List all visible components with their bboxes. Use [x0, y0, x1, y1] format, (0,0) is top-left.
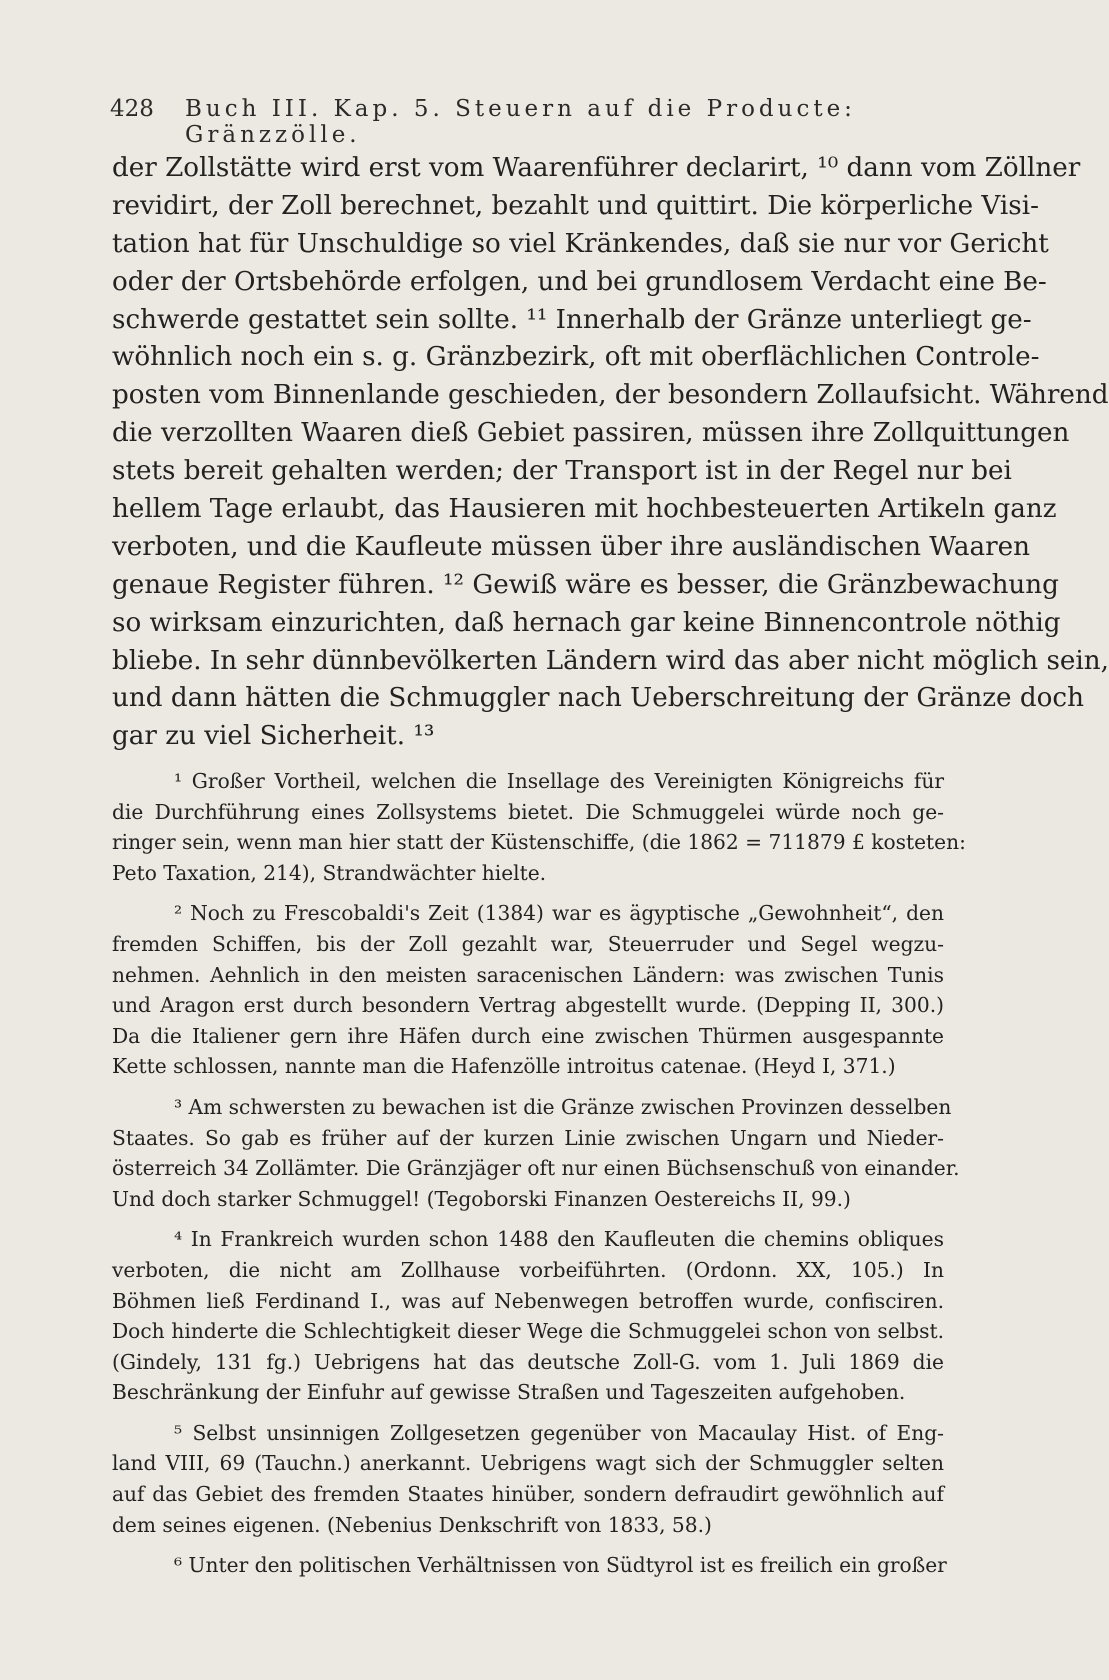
footnote-1	[112, 766, 966, 888]
footnote-line: Und doch starker Schmuggel! (Tegoborski Finanzen Oestereichs II, 99.)	[112, 1186, 851, 1211]
text-line: hellem Tage erlaubt, das Hausieren mit hochbesteuerten Artikeln ganz	[112, 494, 1057, 525]
text-line: revidirt, der Zoll berechnet, bezahlt und quittirt. Die körperliche Visi-	[112, 190, 1039, 221]
footnote-line: Kette schlossen, nannte man die Hafenzölle introitus catenae. (Heyd I, 371.)	[112, 1054, 896, 1079]
footnote-line: Da die Italiener gern ihre Häfen durch eine zwischen Thürmen ausgespannte	[112, 1023, 944, 1048]
footnote-line: die Durchführung eines Zollsystems bietet. Die Schmuggelei würde noch ge-	[112, 799, 944, 824]
footnote-line: ² Noch zu Frescobaldi's Zeit (1384) war es ägyptische „Gewohnheit“, den	[174, 901, 944, 926]
text-line: so wirksam einzurichten, daß hernach gar keine Binnencontrole nöthig	[112, 607, 1061, 638]
footnote-line: ³ Am schwersten zu bewachen ist die Gränze zwischen Provinzen desselben	[174, 1094, 952, 1119]
footnote-line: Beschränkung der Einfuhr auf gewisse Straßen und Tageszeiten aufgehoben.	[112, 1380, 906, 1405]
text-line: tation hat für Unschuldige so viel Kränkendes, daß sie nur vor Gericht	[112, 228, 1049, 259]
text-line: schwerde gestattet sein sollte. ¹¹ Innerhalb der Gränze unterliegt ge-	[112, 304, 1032, 335]
footnote-line: (Gindely, 131 fg.) Uebrigens hat das deutsche Zoll-G. vom 1. Juli 1869 die	[112, 1349, 944, 1374]
text-line: verboten, und die Kaufleute müssen über ihre ausländischen Waaren	[112, 531, 1031, 562]
text-line: die verzollten Waaren dieß Gebiet passiren, müssen ihre Zollquittungen	[112, 418, 1070, 449]
text-line: der Zollstätte wird erst vom Waarenführer declarirt, ¹⁰ dann vom Zöllner	[112, 153, 1081, 183]
text-line: oder der Ortsbehörde erfolgen, und bei grundlosem Verdacht eine Be-	[112, 266, 1047, 297]
footnote-4	[112, 1224, 944, 1408]
footnote-line: ⁶ Unter den politischen Verhältnissen von Südtyrol ist es freilich ein großer	[174, 1553, 947, 1578]
footnote-5	[112, 1418, 944, 1540]
footnote-line: österreich 34 Zollämter. Die Gränzjäger oft nur einen Büchsenschuß von einander.	[112, 1156, 960, 1181]
running-head: Buch III. Kap. 5. Steuern auf die Producte: Gränzzölle.	[185, 96, 856, 148]
footnote-line: ¹ Großer Vortheil, welchen die Insellage des Vereinigten Königreichs für	[174, 769, 944, 793]
text-line: posten vom Binnenlande geschieden, der besondern Zollaufsicht. Während	[112, 380, 1109, 411]
text-line: und dann hätten die Schmuggler nach Ueberschreitung der Gränze doch	[112, 683, 1084, 714]
page-number: 428	[110, 96, 154, 122]
footnote-line: dem seines eigenen. (Nebenius Denkschrift von 1833, 58.)	[112, 1512, 712, 1537]
text-line: genaue Register führen. ¹² Gewiß wäre es besser, die Gränzbewachung	[112, 569, 1059, 600]
footnote-6	[112, 1550, 947, 1581]
footnote-line: ⁵ Selbst unsinnigen Zollgesetzen gegenüber von Macaulay Hist. of Eng-	[174, 1420, 944, 1445]
text-line: wöhnlich noch ein s. g. Gränzbezirk, oft mit oberflächlichen Controle-	[112, 342, 1040, 373]
footnote-line: fremden Schiffen, bis der Zoll gezahlt war, Steuerruder und Segel wegzu-	[112, 931, 944, 956]
footnote-line: land VIII, 69 (Tauchn.) anerkannt. Uebrigens wagt sich der Schmuggler selten	[112, 1451, 944, 1476]
text-line: stets bereit gehalten werden; der Transport ist in der Regel nur bei	[112, 456, 1012, 487]
footnote-line: Doch hinderte die Schlechtigkeit dieser Wege die Schmuggelei schon von selbst.	[112, 1319, 944, 1344]
text-line: gar zu viel Sicherheit. ¹³	[112, 721, 435, 752]
footnote-line: Staates. So gab es früher auf der kurzen Linie zwischen Ungarn und Nieder-	[112, 1125, 944, 1150]
footnote-line: auf das Gebiet des fremden Staates hinüber, sondern defraudirt gewöhnlich auf	[112, 1482, 944, 1507]
footnote-line: und Aragon erst durch besondern Vertrag abgestellt wurde. (Depping II, 300.)	[112, 993, 944, 1018]
footnote-3	[112, 1092, 960, 1214]
footnote-line: verboten, die nicht am Zollhause vorbeiführten. (Ordonn. XX, 105.) In	[112, 1257, 944, 1282]
text-line: bliebe. In sehr dünnbevölkerten Ländern wird das aber nicht möglich sein,	[112, 645, 1109, 676]
footnote-line: Peto Taxation, 214), Strandwächter hielte.	[112, 860, 547, 885]
footnotes	[112, 766, 966, 1591]
page-header	[110, 96, 940, 148]
footnote-line: Böhmen ließ Ferdinand I., was auf Nebenwegen betroffen wurde, confisciren.	[112, 1288, 944, 1313]
footnote-2	[112, 898, 944, 1082]
main-text	[112, 150, 1109, 756]
footnote-line: ringer sein, wenn man hier statt der Küstenschiffe, (die 1862 = 711879 £ kosteten:	[112, 830, 966, 855]
footnote-line: nehmen. Aehnlich in den meisten saracenischen Ländern: was zwischen Tunis	[112, 962, 944, 987]
footnote-line: ⁴ In Frankreich wurden schon 1488 den Kaufleuten die chemins obliques	[174, 1227, 944, 1252]
